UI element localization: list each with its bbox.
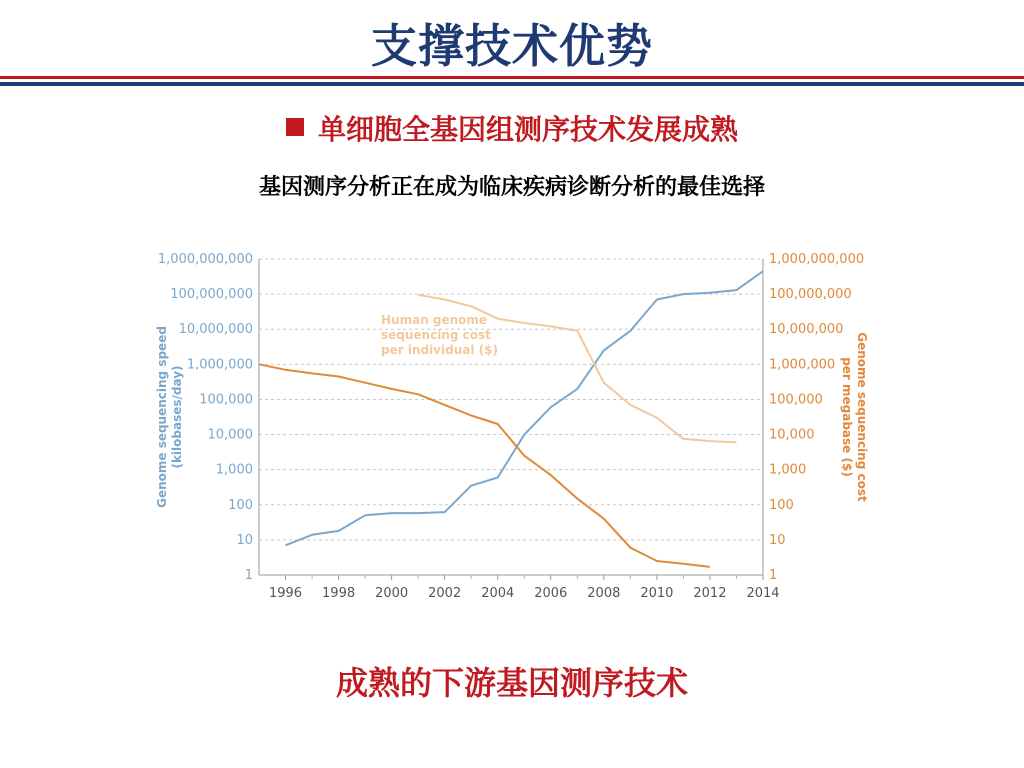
y-right-tick-label: 1,000,000,000 <box>769 252 865 267</box>
y-right-tick-label: 1,000 <box>769 462 807 478</box>
x-tick-label: 2012 <box>693 586 727 601</box>
y-left-tick-label: 1,000,000,000 <box>157 252 253 267</box>
subtitle: 基因测序分析正在成为临床疾病诊断分析的最佳选择 <box>258 175 765 200</box>
y-right-axis-title <box>840 332 869 502</box>
footer-caption: 成熟的下游基因测序技术 <box>335 664 688 702</box>
header-rule-blue <box>0 82 1024 86</box>
annotation-line: sequencing cost <box>381 328 491 342</box>
x-tick-label: 2002 <box>428 586 462 601</box>
y-right-tick-label: 10,000,000 <box>769 322 844 338</box>
y-right-tick-label: 100 <box>769 497 794 513</box>
x-tick-label: 1996 <box>268 586 303 601</box>
y-right-axis-title-line: Genome sequencing cost <box>855 332 869 502</box>
y-left-tick-label: 1 <box>244 568 253 583</box>
x-tick-label: 2000 <box>375 586 409 601</box>
y-right-tick-label: 10,000 <box>769 427 815 443</box>
y-left-tick-label: 10 <box>236 532 253 548</box>
sequencing-chart <box>140 238 900 618</box>
header-rule-red <box>0 76 1024 79</box>
annotation-line: per individual ($) <box>381 343 498 357</box>
series-line-cost_per_megabase <box>259 364 710 567</box>
y-left-tick-label: 100 <box>228 497 253 513</box>
x-tick-label: 2014 <box>746 586 780 601</box>
x-tick-label: 2010 <box>640 586 674 601</box>
annotation-line: Human genome <box>381 313 488 327</box>
bullet-heading <box>0 108 1024 148</box>
y-right-tick-label: 100,000 <box>769 392 823 408</box>
bullet-text: 单细胞全基因组测序技术发展成熟 <box>317 113 738 146</box>
y-right-tick-label: 1,000,000 <box>769 357 836 373</box>
y-left-axis-title-line: (kilobases/day) <box>170 365 184 469</box>
y-right-axis-title-line: per megabase ($) <box>840 357 854 477</box>
y-left-axis-title-line: Genome sequencing speed <box>155 326 169 508</box>
bullet-square-icon <box>286 118 304 136</box>
y-left-tick-label: 100,000,000 <box>170 287 253 303</box>
y-right-tick-label: 100,000,000 <box>769 287 852 303</box>
y-right-tick-label: 1 <box>769 568 778 583</box>
y-left-tick-label: 10,000 <box>207 427 253 443</box>
y-left-tick-label: 100,000 <box>199 392 253 408</box>
series-line-speed <box>286 271 764 545</box>
y-left-tick-label: 1,000,000 <box>186 357 253 373</box>
x-tick-label: 2006 <box>534 586 568 601</box>
cost-per-individual-annotation <box>381 313 498 357</box>
y-left-tick-label: 1,000 <box>215 462 253 478</box>
slide-title: 支撑技术优势 <box>371 19 653 73</box>
x-tick-label: 2004 <box>481 586 515 601</box>
x-tick-label: 1998 <box>322 586 356 601</box>
y-right-tick-label: 10 <box>769 532 786 548</box>
y-left-axis-title <box>155 326 184 508</box>
y-left-tick-label: 10,000,000 <box>178 322 253 338</box>
x-tick-label: 2008 <box>587 586 621 601</box>
